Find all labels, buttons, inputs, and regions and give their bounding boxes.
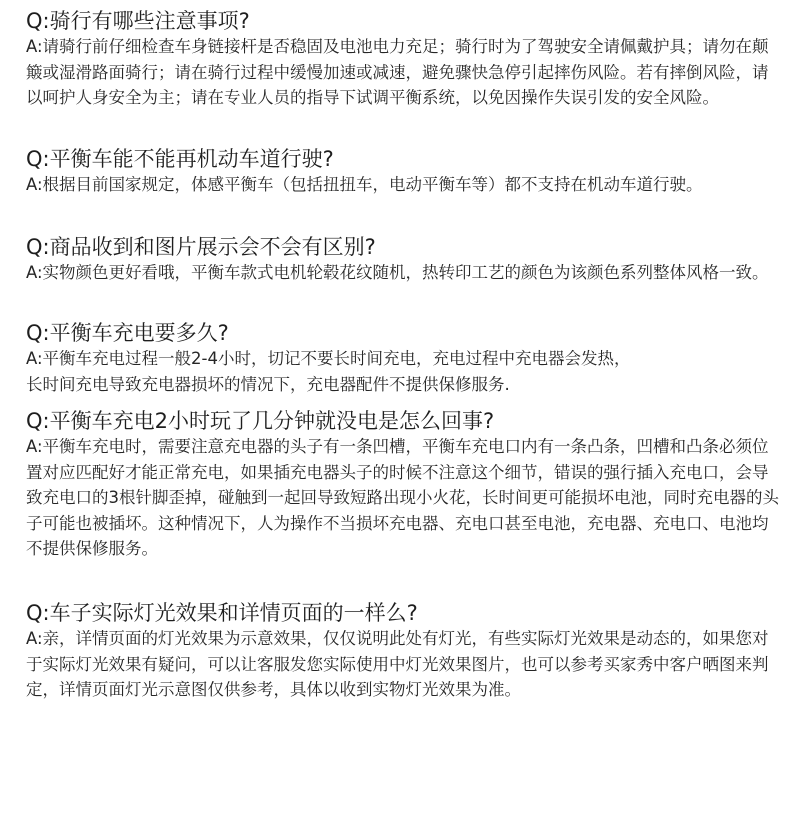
faq-question: Q:平衡车充电2小时玩了几分钟就没电是怎么回事?	[26, 409, 495, 433]
faq-answer: A:平衡车充电时，需要注意充电器的头子有一条凹槽，平衡车充电口内有一条凸条，凹槽和凸条必须位置对应匹配好才能正常充电，如果插充电器头子的时候不注意这个细节，错误的强行插入充电口，会导致充电口的3根针脚歪掉，碰触到一起回导致短路出现小火花，长时间更可能损坏电池，同时充电器的头子可能也被插坏。这种情况下，人为操作不当损坏充电器、充电口甚至电池，充电器、充电口、电池均不提供保修服务。	[26, 437, 779, 558]
faq-answer-line: A:平衡车充电过程一般2-4小时，切记不要长时间充电，充电过程中充电器会发热，	[26, 349, 631, 368]
faq-question: Q:车子实际灯光效果和详情页面的一样么?	[26, 601, 418, 625]
faq-answer-line: 长时间充电导致充电器损坏的情况下，充电器配件不提供保修服务.	[26, 374, 510, 394]
faq-answer: A:根据目前国家规定，体感平衡车（包括扭扭车，电动平衡车等）都不支持在机动车道行驶。	[26, 175, 703, 194]
faq-question: Q:骑行有哪些注意事项?	[26, 9, 250, 33]
faq-item	[26, 408, 782, 562]
faq-item	[26, 146, 782, 198]
faq-item	[26, 600, 782, 703]
faq-item	[26, 320, 782, 397]
faq-answer: A:请骑行前仔细检查车身链接杆是否稳固及电池电力充足；骑行时为了驾驶安全请佩戴护具；请勿在颠簸或湿滑路面骑行；请在骑行过程中缓慢加速或减速，避免骤快急停引起摔伤风险。若有摔倒风险，请以呵护人身安全为主；请在专业人员的指导下试调平衡系统，以免因操作失误引发的安全风险。	[26, 37, 769, 107]
faq-item	[26, 8, 782, 111]
faq-answer: A:亲，详情页面的灯光效果为示意效果，仅仅说明此处有灯光，有些实际灯光效果是动态的，如果您对于实际灯光效果有疑问，可以让客服发您实际使用中灯光效果图片，也可以参考买家秀中客户晒图来判定，详情页面灯光示意图仅供参考，具体以收到实物灯光效果为准。	[26, 629, 769, 699]
faq-question: Q:商品收到和图片展示会不会有区别?	[26, 235, 376, 259]
faq-answer: A:实物颜色更好看哦，平衡车款式电机轮毂花纹随机，热转印工艺的颜色为该颜色系列整体风格一致。	[26, 263, 769, 282]
faq-question: Q:平衡车充电要多久?	[26, 321, 229, 345]
faq-question: Q:平衡车能不能再机动车道行驶?	[26, 147, 334, 171]
faq-item	[26, 234, 782, 286]
